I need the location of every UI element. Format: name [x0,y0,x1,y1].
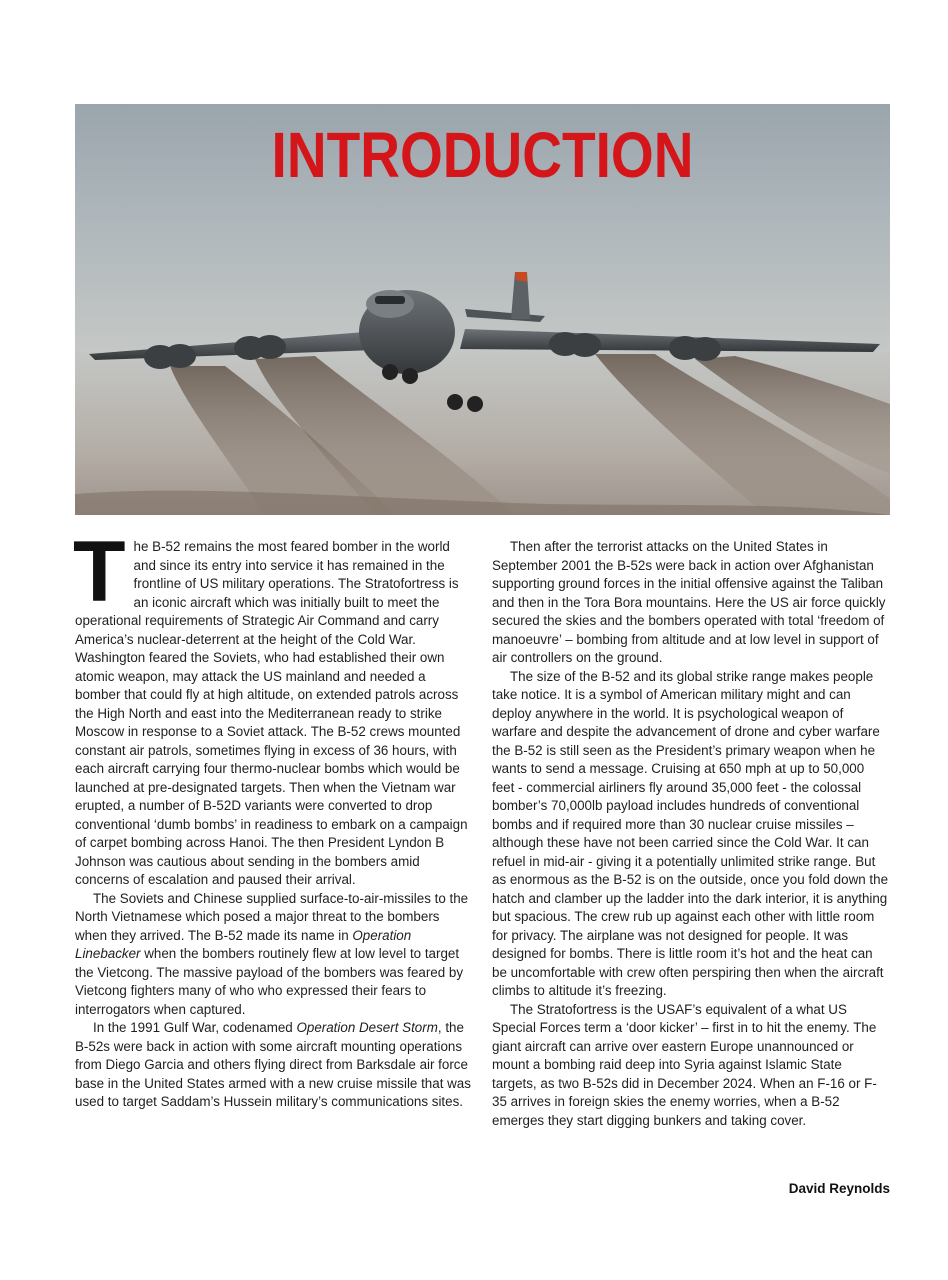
hero-image [75,104,890,515]
paragraph: The B-52 remains the most feared bomber in the world and since its entry into service it has remained in the frontline of US military operations. The Stratofortress is an iconic aircraft which was initially built to meet the operational requirements of Strategic Air Command and carry America’s nuclear-deterrent at the height of the Cold War. Washington feared the Soviets, who had established their own atomic weapon, may attack the US mainland and needed a bomber that could fly at high altitude, on extended patrols across the High North and east into the Mediterranean ready to strike Moscow in response to a Soviet attack. The B-52 crews mounted constant air patrols, sometimes flying in excess of 36 hours, with each aircraft carrying four thermo-nuclear bombs which would be launched at pre-designated targets. Then when the Vietnam war erupted, a number of B-52D variants were converted to drop conventional ‘dumb bombs’ in readiness to embark on a campaign of carpet bombing across Hanoi. The then President Lyndon B Johnson was cautious about sending in the bombers amid concerns of escalation and paused their arrival. [73,524,468,887]
article-column-right [492,538,890,1130]
paragraph: In the 1991 Gulf War, codenamed Operation Desert Storm, the B-52s were back in action with some aircraft mounting operations from Diego Garcia and others flying direct from Barksdale air force base in the United States armed with a new cruise missile that was used to target Saddam’s Hussein military’s communications sites. [75,1020,471,1109]
paragraph: The Stratofortress is the USAF’s equivalent of a what US Special Forces term a ‘door kicker’ – first in to hit the enemy. The giant aircraft can arrive over eastern Europe unannounced or mount a bombing raid deep into Syria against Islamic State targets, as two B-52s did in December 2024. When an F-16 or F-35 arrives in foreign skies the enemy worries, when a B-52 emerges they start digging bunkers and taking cover. [492,1001,877,1128]
page-title: INTRODUCTION [271,119,694,191]
drop-cap: T [73,524,126,620]
paragraph: Then after the terrorist attacks on the United States in September 2001 the B-52s were back in action over Afghanistan supporting ground forces in the initial offensive against the Taliban and then in the Tora Bora mountains. Here the US air force quickly secured the skies and the bombers operated with total ‘freedom of manoeuvre’ – bombing from altitude and at low level in support of air controllers on the ground. [492,539,886,665]
paragraph: The Soviets and Chinese supplied surface-to-air-missiles to the North Vietnamese which posed a major threat to the bombers when they arrived. The B-52 made its name in Operation Linebacker when the bombers routinely flew at low level to target the Vietcong. The massive payload of the bombers was feared by Vietcong fighters many of who who expressed their fears to interrogators when captured. [75,890,469,1017]
paragraph: The size of the B-52 and its global strike range makes people take notice. It is a symbol of American military might and can deploy anywhere in the world. It is psychological weapon of warfare and despite the advancement of drone and cyber warfare the B-52 is still seen as the President’s primary weapon when he wants to send a message. Cruising at 650 mph at up to 50,000 feet - commercial airliners fly around 35,000 feet - the colossal bomber’s 70,000lb payload includes hundreds of conventional bombs and if required more than 30 nuclear cruise missiles – although these have not been carried since the Cold War. It can refuel in mid-air - giving it a potentially unlimited strike range. But as enormous as the B-52 is on the outside, once you fold down the hatch and clamber up the ladder into the dark interior, it is anything but spacious. The crew rub up against each other with little room for privacy. The airplane was not designed for people. It was designed for bombs. There is little room it’s hot and the heat can be uncomfortable with crew often perspiring then when the aircraft climbs to altitude it’s freezing. [492,668,889,998]
author-signature: David Reynolds [788,1181,890,1196]
article-column-left [73,524,473,1112]
